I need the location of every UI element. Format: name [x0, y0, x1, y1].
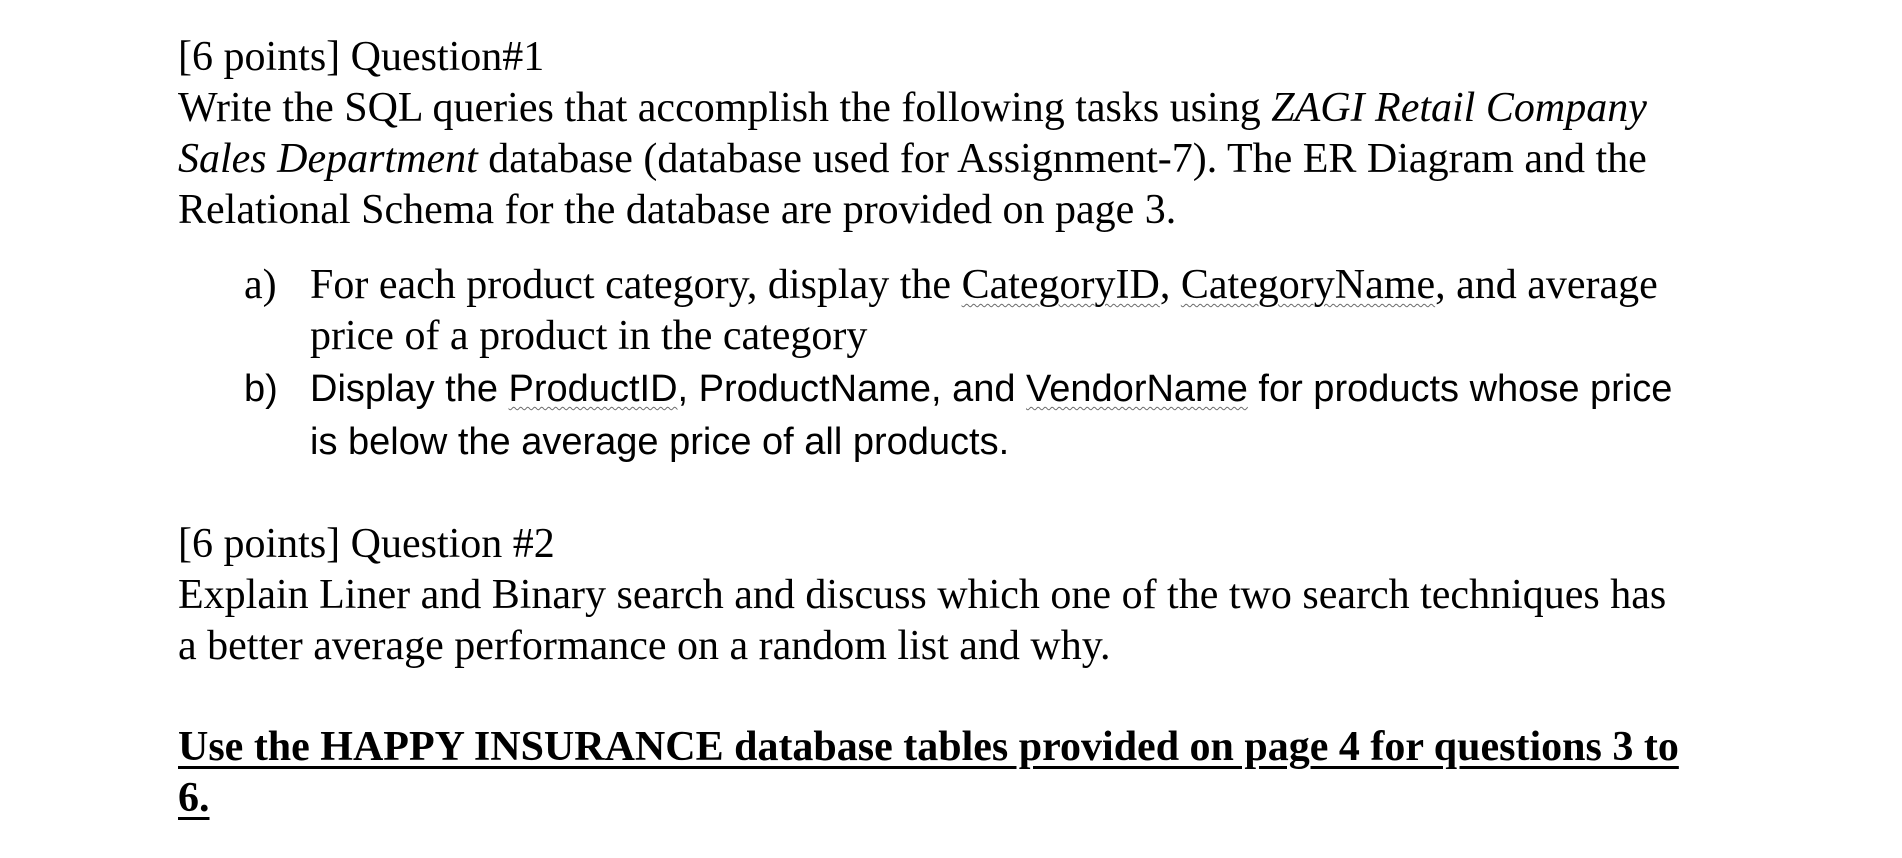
task-b-line-1: [310, 363, 1672, 416]
database-note-line-2: 6.: [178, 775, 210, 821]
task-b-marker: b): [244, 368, 278, 410]
task-b-prefix: Display the: [310, 368, 509, 410]
question-2-heading: [6 points] Question #2: [178, 521, 555, 567]
question-2: [178, 519, 1666, 672]
database-note-line-1: Use the HAPPY INSURANCE database tables provided on page 4 for questions 3 to: [178, 724, 1679, 770]
question-1-text-line-3: Relational Schema for the database are provided on page 3.: [178, 187, 1177, 233]
question-1-text-line-1: [178, 83, 1778, 134]
task-a: [178, 260, 1672, 362]
term-productid: ProductID: [508, 368, 678, 410]
task-a-prefix: For each product category, display the: [310, 262, 962, 308]
task-a-line-2: price of a product in the category: [310, 313, 868, 359]
term-vendorname: VendorName: [1026, 368, 1248, 410]
question-2-text-line-1: Explain Liner and Binary search and discuss which one of the two search techniques has: [178, 572, 1667, 618]
term-categoryname: CategoryName: [1180, 262, 1436, 308]
task-a-marker: a): [244, 262, 277, 308]
task-a-line-1: [310, 260, 1672, 311]
term-categoryid: CategoryID: [961, 262, 1160, 308]
database-name-part-2: Sales Department: [178, 136, 478, 182]
task-a-suffix: , and average: [1435, 262, 1658, 308]
task-b-suffix: for products whose price: [1247, 368, 1673, 410]
database-note: [178, 722, 1679, 824]
task-b-mid: , ProductName, and: [677, 368, 1027, 410]
question-1-heading: [6 points] Question#1: [178, 34, 545, 80]
task-a-separator: ,: [1159, 262, 1181, 308]
task-b: [178, 363, 1672, 469]
question-1-text-rest: database (database used for Assignment-7). The ER Diagram and the: [477, 136, 1647, 182]
question-1-text-line-2: [178, 134, 1778, 185]
question-2-text-line-2: a better average performance on a random list and why.: [178, 623, 1111, 669]
task-b-line-2: is below the average price of all products.: [310, 421, 1010, 463]
document-page: [178, 32, 1778, 821]
question-1-text-prefix: Write the SQL queries that accomplish the following tasks using: [178, 85, 1272, 131]
question-1-task-list: [178, 260, 1672, 469]
database-name-part-1: ZAGI Retail Company: [1271, 85, 1647, 131]
question-1: [178, 32, 1778, 236]
